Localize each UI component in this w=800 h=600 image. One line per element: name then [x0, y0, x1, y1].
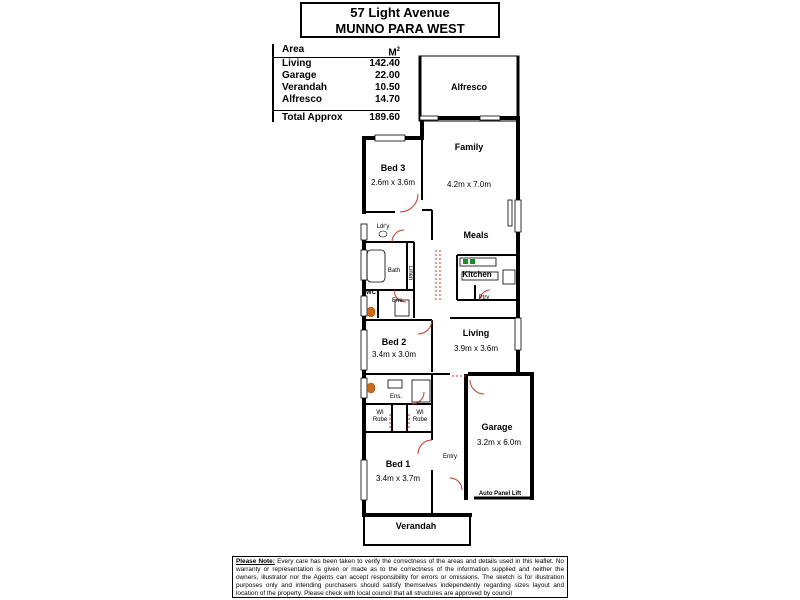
bathtub — [367, 250, 385, 282]
area-row-verandah: Verandah 10.50 — [282, 82, 400, 93]
disclaimer-heading: Please Note: — [236, 558, 275, 565]
window-alfresco-right — [480, 116, 500, 120]
laundry-tub — [379, 231, 387, 237]
room-label-alfresco: Alfresco — [450, 82, 488, 92]
suburb-line: MUNNO PARA WEST — [335, 21, 465, 36]
room-dims-living: 3.9m x 3.6m — [453, 344, 499, 353]
room-label-linen: Linen — [407, 265, 413, 281]
sink-kitchen-2 — [470, 259, 475, 264]
door-garage — [470, 380, 484, 394]
window-living-right — [515, 318, 521, 350]
door-bed3 — [400, 194, 418, 212]
room-label-laundry: Ldr'y — [376, 224, 390, 230]
window-ens-left — [361, 296, 367, 316]
window-bed1-left — [361, 460, 367, 500]
disclaimer-box — [232, 556, 568, 598]
window-family-upper-right — [508, 200, 512, 226]
room-dims-garage: 3.2m x 6.0m — [476, 438, 522, 447]
address-line: 57 Light Avenue — [350, 5, 450, 20]
room-label-family: Family — [454, 142, 484, 152]
room-dims-bed1: 3.4m x 3.7m — [375, 474, 421, 483]
room-label-wi-robe-left: WI Robe — [372, 410, 388, 423]
toilet-wc — [367, 307, 375, 317]
room-label-bed1: Bed 1 — [385, 459, 411, 469]
window-laundry-left — [361, 224, 367, 240]
room-label-living: Living — [462, 328, 490, 338]
area-row-alfresco: Alfresco 14.70 — [282, 94, 400, 105]
room-label-bed2: Bed 2 — [381, 337, 407, 347]
room-label-garage: Garage — [481, 422, 513, 432]
area-col-header: Area — [282, 44, 305, 55]
room-label-auto-panel-lift: Auto Panel Lift — [478, 491, 522, 497]
window-alfresco-left — [420, 116, 438, 120]
area-row-garage: Garage 22.00 — [282, 70, 400, 81]
door-bed2 — [418, 320, 432, 334]
room-dims-family: 4.2m x 7.0m — [446, 180, 492, 189]
room-label-wc: WC — [366, 290, 376, 296]
window-bed2-left — [361, 330, 367, 370]
area-row-living: Living 142.40 — [282, 58, 400, 69]
toilet-ens2 — [367, 383, 375, 393]
window-bed3-top — [375, 135, 405, 141]
room-label-bath: Bath — [387, 268, 401, 274]
shower-ens2 — [412, 380, 430, 402]
room-label-entry: Entry — [442, 454, 458, 460]
room-label-verandah: Verandah — [395, 521, 437, 531]
room-label-meals: Meals — [463, 230, 489, 240]
room-dims-bed2: 3.4m x 3.0m — [371, 350, 417, 359]
room-label-kitchen: Kitchen — [462, 270, 492, 279]
door-entry — [450, 478, 462, 490]
window-family-right — [515, 200, 521, 232]
room-label-bed3: Bed 3 — [380, 163, 406, 173]
door-laundry — [392, 230, 404, 242]
cooktop — [503, 270, 515, 284]
door-bed1 — [418, 440, 432, 454]
room-label-ens-top: Ens. — [391, 298, 405, 304]
room-dims-bed3: 2.6m x 3.6m — [370, 178, 416, 187]
sink-kitchen-1 — [463, 259, 468, 264]
vanity-ens2 — [388, 380, 402, 388]
unit-col-header: $M^2$ — [388, 47, 400, 59]
area-row-total: Total Approx 189.60 — [272, 110, 400, 124]
window-ens2-left — [361, 378, 367, 398]
window-bath-left — [361, 250, 367, 280]
room-label-pantry: Ptry — [478, 295, 490, 301]
room-label-wi-robe-right: WI Robe — [412, 410, 428, 423]
disclaimer-text: Every care has been taken to verify the correctness of the areas and details used in this leaflet. No warranty or representation is given or made as to the correctness of the information supplied and neither the owners, illustrator nor the Agents can accept responsibility for errors or omissions. The sketch is for illustration purposes only and intending purchasers should satisfy themselves independently regarding sizes layout and location of the property. Please check with local council that all structures are approved by council — [236, 558, 564, 597]
room-label-ens-bottom: Ens. — [389, 394, 403, 400]
